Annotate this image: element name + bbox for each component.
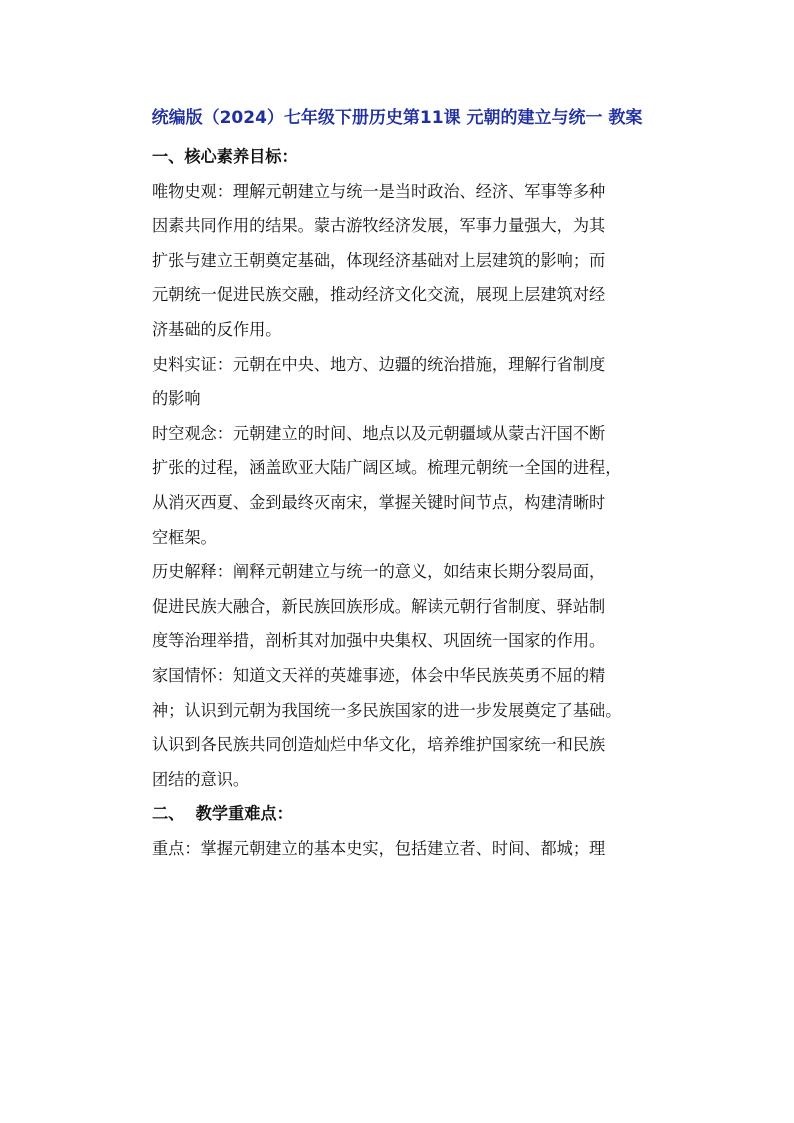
section-heading-core-literacy: 一、核心素养目标： — [152, 147, 298, 166]
text-line: 团结的意识。 — [152, 769, 250, 789]
text-line: 历史解释：阐释元朝建立与统一的意义，如结束长期分裂局面， — [152, 562, 606, 582]
paragraph-historical-interpretation — [152, 555, 682, 659]
text-line: 从消灭西夏、金到最终灭南宋，掌握关键时间节点，构建清晰时 — [152, 492, 606, 512]
text-line: 元朝统一促进民族交融，推动经济文化交流，展现上层建筑对经 — [152, 285, 606, 305]
text-line: 济基础的反作用。 — [152, 319, 282, 339]
text-line: 因素共同作用的结果。蒙古游牧经济发展，军事力量强大，为其 — [152, 216, 606, 236]
text-line: 神；认识到元朝为我国统一多民族国家的进一步发展奠定了基础。 — [152, 700, 622, 720]
paragraph-key-points — [152, 832, 682, 867]
text-line: 度等治理举措，剖析其对加强中央集权、巩固统一国家的作用。 — [152, 631, 606, 651]
document-title: 统编版（2024）七年级下册历史第11课 元朝的建立与统一 教案 — [151, 108, 643, 128]
text-line: 史料实证：元朝在中央、地方、边疆的统治措施，理解行省制度 — [152, 354, 606, 374]
text-line: 家国情怀：知道文天祥的英雄事迹，体会中华民族英勇不屈的精 — [152, 665, 606, 685]
paragraph-patriotism — [152, 659, 682, 797]
paragraph-historical-evidence — [152, 348, 682, 417]
text-line: 唯物史观：理解元朝建立与统一是当时政治、经济、军事等多种 — [152, 181, 606, 201]
paragraph-materialism — [152, 175, 682, 348]
text-line: 扩张与建立王朝奠定基础，体现经济基础对上层建筑的影响；而 — [152, 250, 606, 270]
text-line: 时空观念：元朝建立的时间、地点以及元朝疆域从蒙古汗国不断 — [152, 423, 606, 443]
paragraph-spacetime-concept — [152, 417, 682, 555]
text-line: 认识到各民族共同创造灿烂中华文化，培养维护国家统一和民族 — [152, 735, 606, 755]
document-body — [152, 140, 682, 866]
text-line: 扩张的过程，涵盖欧亚大陆广阔区域。梳理元朝统一全国的进程， — [152, 458, 622, 478]
text-line: 空框架。 — [152, 527, 217, 547]
text-line: 促进民族大融合，新民族回族形成。解读元朝行省制度、驿站制 — [152, 596, 606, 616]
text-line: 重点：掌握元朝建立的基本史实，包括建立者、时间、都城；理 — [152, 838, 606, 858]
section-heading-key-difficulties: 二、 教学重难点： — [152, 804, 293, 824]
text-line: 的影响 — [152, 389, 201, 409]
